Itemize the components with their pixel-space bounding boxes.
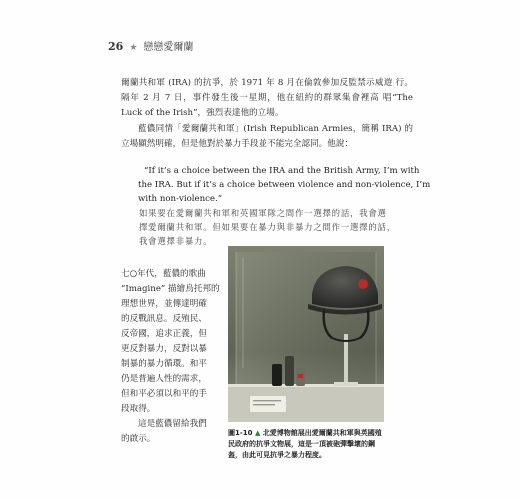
- paragraph-2: [121, 122, 413, 152]
- page-number: 26: [108, 40, 124, 53]
- quote-line: 我會選擇非暴力。: [139, 236, 213, 246]
- column-line: 仍是普遍人性的需求，: [121, 374, 207, 384]
- quote-line: 如果要在愛爾蘭共和軍和英國軍隊之間作一選擇的話，我會選: [139, 208, 387, 218]
- quote-line: “If it’s a choice between the IRA and the British Army, I’m with: [144, 166, 420, 176]
- figure-caption: [228, 428, 388, 461]
- column-line: 但和平必須以和平的手: [121, 389, 207, 399]
- column-line: 的反戰訊息。反殖民、: [121, 314, 207, 324]
- paragraph-line: 爾蘭共和軍 (IRA) 的抗爭，於 1971 年 8 月在倫敦參加反監禁示威遊: [121, 78, 393, 88]
- column-line: 更反對暴力，反對以暴: [121, 344, 207, 354]
- column-line: 段取得。: [121, 404, 156, 414]
- figure-label: 圖1-10: [228, 429, 253, 437]
- quote-line: with non-violence.”: [138, 194, 223, 204]
- column-line: “Imagine” 描繪烏托邦的: [121, 284, 220, 294]
- paragraph-line: 行。隔年 2 月 7 日，事件發生後一星期，他在紐約的群眾集會裡高: [121, 78, 413, 103]
- caption-line: 盔，由此可見抗爭之暴力程度。: [228, 451, 326, 459]
- caption-first-line: [228, 428, 388, 439]
- running-title: 戀戀愛爾蘭: [143, 42, 194, 53]
- quote-chinese: [139, 206, 396, 248]
- star-icon: ★: [129, 43, 138, 53]
- caption-line: 北愛博物館展出愛爾蘭共和軍與英國殖: [262, 429, 382, 437]
- quote-english: [138, 164, 431, 206]
- paragraph-1: [121, 76, 413, 121]
- paragraph-line: 唱“The Luck of the Irish”，強烈表達他的立場。: [121, 93, 413, 118]
- column-line: 的啟示。: [121, 434, 156, 444]
- quote-line: the IRA. But if it’s a choice between violence and non-violence, I’m: [138, 180, 431, 190]
- paragraph-line: 的立場顯然明確，但是他對於暴力手段並不能完全認同。他說：: [121, 124, 413, 149]
- column-line: 理想世界，並傳達明確: [121, 299, 207, 309]
- column-line: 反帝國，追求正義，但: [121, 329, 207, 339]
- column-line: 這是藍儂留給我們: [138, 419, 207, 429]
- paragraph-line: 藍儂同情「愛爾蘭共和軍」(Irish Republican Armies，簡稱 IRA): [138, 124, 402, 134]
- caption-line: 民政府的抗爭文物展，這是一頂被砲彈擊壞的鋼: [228, 440, 375, 448]
- helmet-photo: [228, 246, 384, 422]
- page-header: [108, 38, 193, 53]
- side-column-text: [121, 267, 220, 447]
- column-line: 七○年代，藍儂的歌曲: [121, 269, 206, 279]
- quote-line: 擇愛爾蘭共和軍。但如果要在暴力與非暴力之間作一選擇的話，: [139, 222, 396, 232]
- column-line: 制暴的暴力循環。和平: [121, 359, 207, 369]
- triangle-icon: ▲: [254, 429, 261, 437]
